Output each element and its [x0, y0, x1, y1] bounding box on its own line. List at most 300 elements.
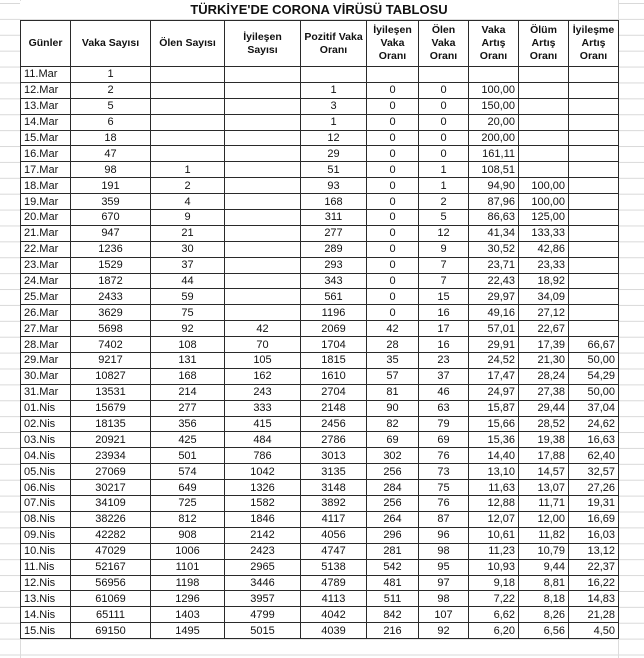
recovery-growth-cell[interactable]: 16,03: [569, 527, 619, 543]
death-rate-cell[interactable]: 98: [419, 591, 469, 607]
recovered-cell[interactable]: [225, 289, 301, 305]
recovered-rate-cell[interactable]: 0: [367, 225, 419, 241]
positive-rate-cell[interactable]: 3892: [301, 496, 367, 512]
recovered-rate-cell[interactable]: 0: [367, 241, 419, 257]
deaths-cell[interactable]: 1296: [151, 591, 225, 607]
death-growth-cell[interactable]: 8,18: [519, 591, 569, 607]
cases-cell[interactable]: 23934: [71, 448, 151, 464]
case-growth-cell[interactable]: 100,00: [469, 82, 519, 98]
death-rate-cell[interactable]: 16: [419, 305, 469, 321]
positive-rate-cell[interactable]: 3148: [301, 480, 367, 496]
death-growth-cell[interactable]: 23,33: [519, 257, 569, 273]
case-growth-cell[interactable]: 30,52: [469, 241, 519, 257]
death-growth-cell[interactable]: 34,09: [519, 289, 569, 305]
date-cell[interactable]: 18.Mar: [21, 178, 71, 194]
death-growth-cell[interactable]: 42,86: [519, 241, 569, 257]
death-rate-cell[interactable]: 0: [419, 82, 469, 98]
recovery-growth-cell[interactable]: [569, 289, 619, 305]
death-rate-cell[interactable]: 7: [419, 273, 469, 289]
case-growth-cell[interactable]: 29,91: [469, 337, 519, 353]
cases-cell[interactable]: 69150: [71, 623, 151, 639]
recovery-growth-cell[interactable]: 27,26: [569, 480, 619, 496]
deaths-cell[interactable]: 30: [151, 241, 225, 257]
positive-rate-cell[interactable]: 3013: [301, 448, 367, 464]
death-growth-cell[interactable]: 100,00: [519, 178, 569, 194]
date-cell[interactable]: 01.Nis: [21, 400, 71, 416]
recovery-growth-cell[interactable]: 16,69: [569, 511, 619, 527]
recovered-rate-cell[interactable]: 542: [367, 559, 419, 575]
recovered-cell[interactable]: [225, 98, 301, 114]
recovered-cell[interactable]: 2142: [225, 527, 301, 543]
date-cell[interactable]: 06.Nis: [21, 480, 71, 496]
case-growth-cell[interactable]: 23,71: [469, 257, 519, 273]
recovery-growth-cell[interactable]: [569, 146, 619, 162]
cases-cell[interactable]: 65111: [71, 607, 151, 623]
recovered-cell[interactable]: [225, 162, 301, 178]
recovered-rate-cell[interactable]: 57: [367, 368, 419, 384]
death-growth-cell[interactable]: 19,38: [519, 432, 569, 448]
recovered-rate-cell[interactable]: 0: [367, 162, 419, 178]
date-cell[interactable]: 24.Mar: [21, 273, 71, 289]
recovery-growth-cell[interactable]: [569, 67, 619, 83]
cases-cell[interactable]: 7402: [71, 337, 151, 353]
death-rate-cell[interactable]: 1: [419, 162, 469, 178]
recovery-growth-cell[interactable]: [569, 241, 619, 257]
recovered-rate-cell[interactable]: 81: [367, 384, 419, 400]
cases-cell[interactable]: 38226: [71, 511, 151, 527]
case-growth-cell[interactable]: 15,66: [469, 416, 519, 432]
case-growth-cell[interactable]: 108,51: [469, 162, 519, 178]
date-cell[interactable]: 03.Nis: [21, 432, 71, 448]
death-rate-cell[interactable]: 92: [419, 623, 469, 639]
header-cell[interactable]: Ölüm Artış Oranı: [519, 21, 569, 67]
death-rate-cell[interactable]: 0: [419, 146, 469, 162]
positive-rate-cell[interactable]: 289: [301, 241, 367, 257]
case-growth-cell[interactable]: 24,52: [469, 353, 519, 369]
date-cell[interactable]: 20.Mar: [21, 210, 71, 226]
recovered-cell[interactable]: [225, 146, 301, 162]
deaths-cell[interactable]: 59: [151, 289, 225, 305]
date-cell[interactable]: 11.Nis: [21, 559, 71, 575]
header-cell[interactable]: Vaka Sayısı: [71, 21, 151, 67]
date-cell[interactable]: 07.Nis: [21, 496, 71, 512]
recovered-rate-cell[interactable]: 28: [367, 337, 419, 353]
date-cell[interactable]: 23.Mar: [21, 257, 71, 273]
case-growth-cell[interactable]: 14,40: [469, 448, 519, 464]
date-cell[interactable]: 26.Mar: [21, 305, 71, 321]
recovery-growth-cell[interactable]: 16,63: [569, 432, 619, 448]
recovered-rate-cell[interactable]: 0: [367, 210, 419, 226]
case-growth-cell[interactable]: 17,47: [469, 368, 519, 384]
case-growth-cell[interactable]: 86,63: [469, 210, 519, 226]
death-growth-cell[interactable]: 125,00: [519, 210, 569, 226]
cases-cell[interactable]: 42282: [71, 527, 151, 543]
recovered-cell[interactable]: [225, 210, 301, 226]
death-rate-cell[interactable]: 12: [419, 225, 469, 241]
recovered-rate-cell[interactable]: 0: [367, 273, 419, 289]
death-rate-cell[interactable]: 1: [419, 178, 469, 194]
recovered-rate-cell[interactable]: 302: [367, 448, 419, 464]
positive-rate-cell[interactable]: 2704: [301, 384, 367, 400]
recovered-cell[interactable]: 4799: [225, 607, 301, 623]
recovered-rate-cell[interactable]: [367, 67, 419, 83]
positive-rate-cell[interactable]: 2069: [301, 321, 367, 337]
recovery-growth-cell[interactable]: 66,67: [569, 337, 619, 353]
header-cell[interactable]: İyileşme Artış Oranı: [569, 21, 619, 67]
death-growth-cell[interactable]: 12,00: [519, 511, 569, 527]
recovery-growth-cell[interactable]: 37,04: [569, 400, 619, 416]
death-growth-cell[interactable]: 27,38: [519, 384, 569, 400]
recovered-cell[interactable]: 162: [225, 368, 301, 384]
case-growth-cell[interactable]: 12,88: [469, 496, 519, 512]
cases-cell[interactable]: 18135: [71, 416, 151, 432]
case-growth-cell[interactable]: 161,11: [469, 146, 519, 162]
recovery-growth-cell[interactable]: [569, 178, 619, 194]
recovered-rate-cell[interactable]: 0: [367, 194, 419, 210]
positive-rate-cell[interactable]: 4039: [301, 623, 367, 639]
date-cell[interactable]: 13.Nis: [21, 591, 71, 607]
date-cell[interactable]: 22.Mar: [21, 241, 71, 257]
positive-rate-cell[interactable]: 51: [301, 162, 367, 178]
cases-cell[interactable]: 9217: [71, 353, 151, 369]
cases-cell[interactable]: 34109: [71, 496, 151, 512]
recovery-growth-cell[interactable]: 14,83: [569, 591, 619, 607]
recovered-cell[interactable]: [225, 305, 301, 321]
date-cell[interactable]: 11.Mar: [21, 67, 71, 83]
positive-rate-cell[interactable]: 343: [301, 273, 367, 289]
deaths-cell[interactable]: 2: [151, 178, 225, 194]
recovered-cell[interactable]: 70: [225, 337, 301, 353]
positive-rate-cell[interactable]: 293: [301, 257, 367, 273]
date-cell[interactable]: 08.Nis: [21, 511, 71, 527]
recovered-cell[interactable]: 1846: [225, 511, 301, 527]
deaths-cell[interactable]: 21: [151, 225, 225, 241]
case-growth-cell[interactable]: 41,34: [469, 225, 519, 241]
case-growth-cell[interactable]: 94,90: [469, 178, 519, 194]
case-growth-cell[interactable]: 200,00: [469, 130, 519, 146]
recovery-growth-cell[interactable]: [569, 225, 619, 241]
death-rate-cell[interactable]: 0: [419, 98, 469, 114]
date-cell[interactable]: 14.Mar: [21, 114, 71, 130]
case-growth-cell[interactable]: 22,43: [469, 273, 519, 289]
recovered-cell[interactable]: 415: [225, 416, 301, 432]
death-growth-cell[interactable]: [519, 146, 569, 162]
death-growth-cell[interactable]: 17,88: [519, 448, 569, 464]
recovered-cell[interactable]: [225, 178, 301, 194]
death-rate-cell[interactable]: 75: [419, 480, 469, 496]
cases-cell[interactable]: 20921: [71, 432, 151, 448]
recovery-growth-cell[interactable]: [569, 114, 619, 130]
case-growth-cell[interactable]: 13,10: [469, 464, 519, 480]
positive-rate-cell[interactable]: 4113: [301, 591, 367, 607]
recovered-cell[interactable]: 2965: [225, 559, 301, 575]
cases-cell[interactable]: 10827: [71, 368, 151, 384]
death-growth-cell[interactable]: [519, 130, 569, 146]
header-cell[interactable]: İyileşen Sayısı: [225, 21, 301, 67]
date-cell[interactable]: 05.Nis: [21, 464, 71, 480]
recovery-growth-cell[interactable]: [569, 321, 619, 337]
death-growth-cell[interactable]: [519, 114, 569, 130]
recovery-growth-cell[interactable]: [569, 305, 619, 321]
positive-rate-cell[interactable]: 1815: [301, 353, 367, 369]
positive-rate-cell[interactable]: 3: [301, 98, 367, 114]
deaths-cell[interactable]: 168: [151, 368, 225, 384]
deaths-cell[interactable]: 501: [151, 448, 225, 464]
death-growth-cell[interactable]: [519, 67, 569, 83]
death-rate-cell[interactable]: 46: [419, 384, 469, 400]
deaths-cell[interactable]: 214: [151, 384, 225, 400]
recovered-cell[interactable]: 243: [225, 384, 301, 400]
deaths-cell[interactable]: 1495: [151, 623, 225, 639]
death-rate-cell[interactable]: 63: [419, 400, 469, 416]
recovered-rate-cell[interactable]: 216: [367, 623, 419, 639]
date-cell[interactable]: 09.Nis: [21, 527, 71, 543]
recovered-cell[interactable]: 3957: [225, 591, 301, 607]
deaths-cell[interactable]: 812: [151, 511, 225, 527]
header-cell[interactable]: Vaka Artış Oranı: [469, 21, 519, 67]
death-rate-cell[interactable]: 107: [419, 607, 469, 623]
recovery-growth-cell[interactable]: [569, 257, 619, 273]
recovery-growth-cell[interactable]: [569, 194, 619, 210]
recovered-cell[interactable]: [225, 130, 301, 146]
death-growth-cell[interactable]: 9,44: [519, 559, 569, 575]
recovered-cell[interactable]: 333: [225, 400, 301, 416]
header-cell[interactable]: İyileşen Vaka Oranı: [367, 21, 419, 67]
recovered-rate-cell[interactable]: 481: [367, 575, 419, 591]
deaths-cell[interactable]: 574: [151, 464, 225, 480]
death-rate-cell[interactable]: 87: [419, 511, 469, 527]
recovered-cell[interactable]: 1582: [225, 496, 301, 512]
recovered-rate-cell[interactable]: 0: [367, 257, 419, 273]
recovered-rate-cell[interactable]: 0: [367, 98, 419, 114]
cases-cell[interactable]: 1872: [71, 273, 151, 289]
recovered-rate-cell[interactable]: 42: [367, 321, 419, 337]
positive-rate-cell[interactable]: 277: [301, 225, 367, 241]
cases-cell[interactable]: 56956: [71, 575, 151, 591]
cases-cell[interactable]: 947: [71, 225, 151, 241]
case-growth-cell[interactable]: 12,07: [469, 511, 519, 527]
recovered-cell[interactable]: [225, 273, 301, 289]
death-rate-cell[interactable]: 23: [419, 353, 469, 369]
date-cell[interactable]: 12.Nis: [21, 575, 71, 591]
positive-rate-cell[interactable]: 4117: [301, 511, 367, 527]
death-rate-cell[interactable]: [419, 67, 469, 83]
deaths-cell[interactable]: [151, 98, 225, 114]
deaths-cell[interactable]: 4: [151, 194, 225, 210]
cases-cell[interactable]: 1529: [71, 257, 151, 273]
death-rate-cell[interactable]: 5: [419, 210, 469, 226]
case-growth-cell[interactable]: 15,87: [469, 400, 519, 416]
recovered-cell[interactable]: [225, 114, 301, 130]
cases-cell[interactable]: 47029: [71, 543, 151, 559]
date-cell[interactable]: 30.Mar: [21, 368, 71, 384]
positive-rate-cell[interactable]: 29: [301, 146, 367, 162]
date-cell[interactable]: 13.Mar: [21, 98, 71, 114]
cases-cell[interactable]: 359: [71, 194, 151, 210]
case-growth-cell[interactable]: 6,62: [469, 607, 519, 623]
cases-cell[interactable]: 670: [71, 210, 151, 226]
recovered-cell[interactable]: 786: [225, 448, 301, 464]
case-growth-cell[interactable]: 11,63: [469, 480, 519, 496]
death-growth-cell[interactable]: 17,39: [519, 337, 569, 353]
recovered-rate-cell[interactable]: 256: [367, 496, 419, 512]
death-growth-cell[interactable]: 11,82: [519, 527, 569, 543]
deaths-cell[interactable]: 9: [151, 210, 225, 226]
case-growth-cell[interactable]: 57,01: [469, 321, 519, 337]
recovery-growth-cell[interactable]: 32,57: [569, 464, 619, 480]
recovered-rate-cell[interactable]: 842: [367, 607, 419, 623]
death-growth-cell[interactable]: 27,12: [519, 305, 569, 321]
deaths-cell[interactable]: 356: [151, 416, 225, 432]
deaths-cell[interactable]: 92: [151, 321, 225, 337]
date-cell[interactable]: 10.Nis: [21, 543, 71, 559]
date-cell[interactable]: 15.Nis: [21, 623, 71, 639]
positive-rate-cell[interactable]: 4747: [301, 543, 367, 559]
positive-rate-cell[interactable]: 1: [301, 114, 367, 130]
cases-cell[interactable]: 191: [71, 178, 151, 194]
case-growth-cell[interactable]: 49,16: [469, 305, 519, 321]
recovered-rate-cell[interactable]: 69: [367, 432, 419, 448]
date-cell[interactable]: 16.Mar: [21, 146, 71, 162]
positive-rate-cell[interactable]: 1196: [301, 305, 367, 321]
recovery-growth-cell[interactable]: 16,22: [569, 575, 619, 591]
positive-rate-cell[interactable]: 4789: [301, 575, 367, 591]
death-growth-cell[interactable]: [519, 98, 569, 114]
recovered-cell[interactable]: 484: [225, 432, 301, 448]
cases-cell[interactable]: 5698: [71, 321, 151, 337]
cases-cell[interactable]: 47: [71, 146, 151, 162]
death-rate-cell[interactable]: 73: [419, 464, 469, 480]
cases-cell[interactable]: 6: [71, 114, 151, 130]
death-growth-cell[interactable]: 29,44: [519, 400, 569, 416]
recovered-rate-cell[interactable]: 0: [367, 146, 419, 162]
positive-rate-cell[interactable]: 2148: [301, 400, 367, 416]
death-rate-cell[interactable]: 79: [419, 416, 469, 432]
recovery-growth-cell[interactable]: [569, 273, 619, 289]
date-cell[interactable]: 14.Nis: [21, 607, 71, 623]
recovery-growth-cell[interactable]: [569, 130, 619, 146]
cases-cell[interactable]: 30217: [71, 480, 151, 496]
death-growth-cell[interactable]: 8,26: [519, 607, 569, 623]
deaths-cell[interactable]: 1198: [151, 575, 225, 591]
recovered-rate-cell[interactable]: 511: [367, 591, 419, 607]
recovered-rate-cell[interactable]: 0: [367, 114, 419, 130]
positive-rate-cell[interactable]: 12: [301, 130, 367, 146]
deaths-cell[interactable]: 725: [151, 496, 225, 512]
positive-rate-cell[interactable]: [301, 67, 367, 83]
recovered-cell[interactable]: 42: [225, 321, 301, 337]
cases-cell[interactable]: 2: [71, 82, 151, 98]
positive-rate-cell[interactable]: 561: [301, 289, 367, 305]
deaths-cell[interactable]: 1101: [151, 559, 225, 575]
date-cell[interactable]: 25.Mar: [21, 289, 71, 305]
cases-cell[interactable]: 1: [71, 67, 151, 83]
recovered-rate-cell[interactable]: 264: [367, 511, 419, 527]
positive-rate-cell[interactable]: 1: [301, 82, 367, 98]
date-cell[interactable]: 19.Mar: [21, 194, 71, 210]
header-cell[interactable]: Günler: [21, 21, 71, 67]
cases-cell[interactable]: 27069: [71, 464, 151, 480]
recovered-rate-cell[interactable]: 35: [367, 353, 419, 369]
deaths-cell[interactable]: 1403: [151, 607, 225, 623]
death-growth-cell[interactable]: 14,57: [519, 464, 569, 480]
recovered-rate-cell[interactable]: 284: [367, 480, 419, 496]
recovered-rate-cell[interactable]: 90: [367, 400, 419, 416]
recovery-growth-cell[interactable]: 19,31: [569, 496, 619, 512]
death-growth-cell[interactable]: 13,07: [519, 480, 569, 496]
case-growth-cell[interactable]: 15,36: [469, 432, 519, 448]
positive-rate-cell[interactable]: 1704: [301, 337, 367, 353]
recovered-rate-cell[interactable]: 0: [367, 82, 419, 98]
recovered-cell[interactable]: 1042: [225, 464, 301, 480]
death-growth-cell[interactable]: [519, 162, 569, 178]
death-growth-cell[interactable]: 6,56: [519, 623, 569, 639]
case-growth-cell[interactable]: 9,18: [469, 575, 519, 591]
death-growth-cell[interactable]: 18,92: [519, 273, 569, 289]
recovered-rate-cell[interactable]: 296: [367, 527, 419, 543]
date-cell[interactable]: 12.Mar: [21, 82, 71, 98]
death-growth-cell[interactable]: 8,81: [519, 575, 569, 591]
date-cell[interactable]: 04.Nis: [21, 448, 71, 464]
positive-rate-cell[interactable]: 93: [301, 178, 367, 194]
recovery-growth-cell[interactable]: 62,40: [569, 448, 619, 464]
case-growth-cell[interactable]: 29,97: [469, 289, 519, 305]
cases-cell[interactable]: 2433: [71, 289, 151, 305]
death-growth-cell[interactable]: 28,52: [519, 416, 569, 432]
cases-cell[interactable]: 3629: [71, 305, 151, 321]
death-rate-cell[interactable]: 37: [419, 368, 469, 384]
deaths-cell[interactable]: 1006: [151, 543, 225, 559]
recovered-cell[interactable]: 3446: [225, 575, 301, 591]
deaths-cell[interactable]: 277: [151, 400, 225, 416]
death-growth-cell[interactable]: 21,30: [519, 353, 569, 369]
date-cell[interactable]: 21.Mar: [21, 225, 71, 241]
death-rate-cell[interactable]: 76: [419, 496, 469, 512]
death-growth-cell[interactable]: 100,00: [519, 194, 569, 210]
recovered-rate-cell[interactable]: 0: [367, 130, 419, 146]
deaths-cell[interactable]: 75: [151, 305, 225, 321]
death-growth-cell[interactable]: [519, 82, 569, 98]
death-rate-cell[interactable]: 9: [419, 241, 469, 257]
deaths-cell[interactable]: 649: [151, 480, 225, 496]
deaths-cell[interactable]: 37: [151, 257, 225, 273]
recovery-growth-cell[interactable]: 24,62: [569, 416, 619, 432]
recovery-growth-cell[interactable]: 22,37: [569, 559, 619, 575]
death-rate-cell[interactable]: 0: [419, 114, 469, 130]
death-rate-cell[interactable]: 69: [419, 432, 469, 448]
date-cell[interactable]: 17.Mar: [21, 162, 71, 178]
death-rate-cell[interactable]: 76: [419, 448, 469, 464]
recovered-cell[interactable]: 2423: [225, 543, 301, 559]
case-growth-cell[interactable]: [469, 67, 519, 83]
header-cell[interactable]: Pozitif Vaka Oranı: [301, 21, 367, 67]
death-growth-cell[interactable]: 133,33: [519, 225, 569, 241]
positive-rate-cell[interactable]: 1610: [301, 368, 367, 384]
date-cell[interactable]: 27.Mar: [21, 321, 71, 337]
date-cell[interactable]: 28.Mar: [21, 337, 71, 353]
positive-rate-cell[interactable]: 3135: [301, 464, 367, 480]
case-growth-cell[interactable]: 6,20: [469, 623, 519, 639]
death-growth-cell[interactable]: 11,71: [519, 496, 569, 512]
case-growth-cell[interactable]: 10,61: [469, 527, 519, 543]
case-growth-cell[interactable]: 20,00: [469, 114, 519, 130]
recovered-cell[interactable]: [225, 241, 301, 257]
recovery-growth-cell[interactable]: 21,28: [569, 607, 619, 623]
death-rate-cell[interactable]: 2: [419, 194, 469, 210]
death-growth-cell[interactable]: 10,79: [519, 543, 569, 559]
recovered-cell[interactable]: [225, 67, 301, 83]
header-cell[interactable]: Ölen Sayısı: [151, 21, 225, 67]
